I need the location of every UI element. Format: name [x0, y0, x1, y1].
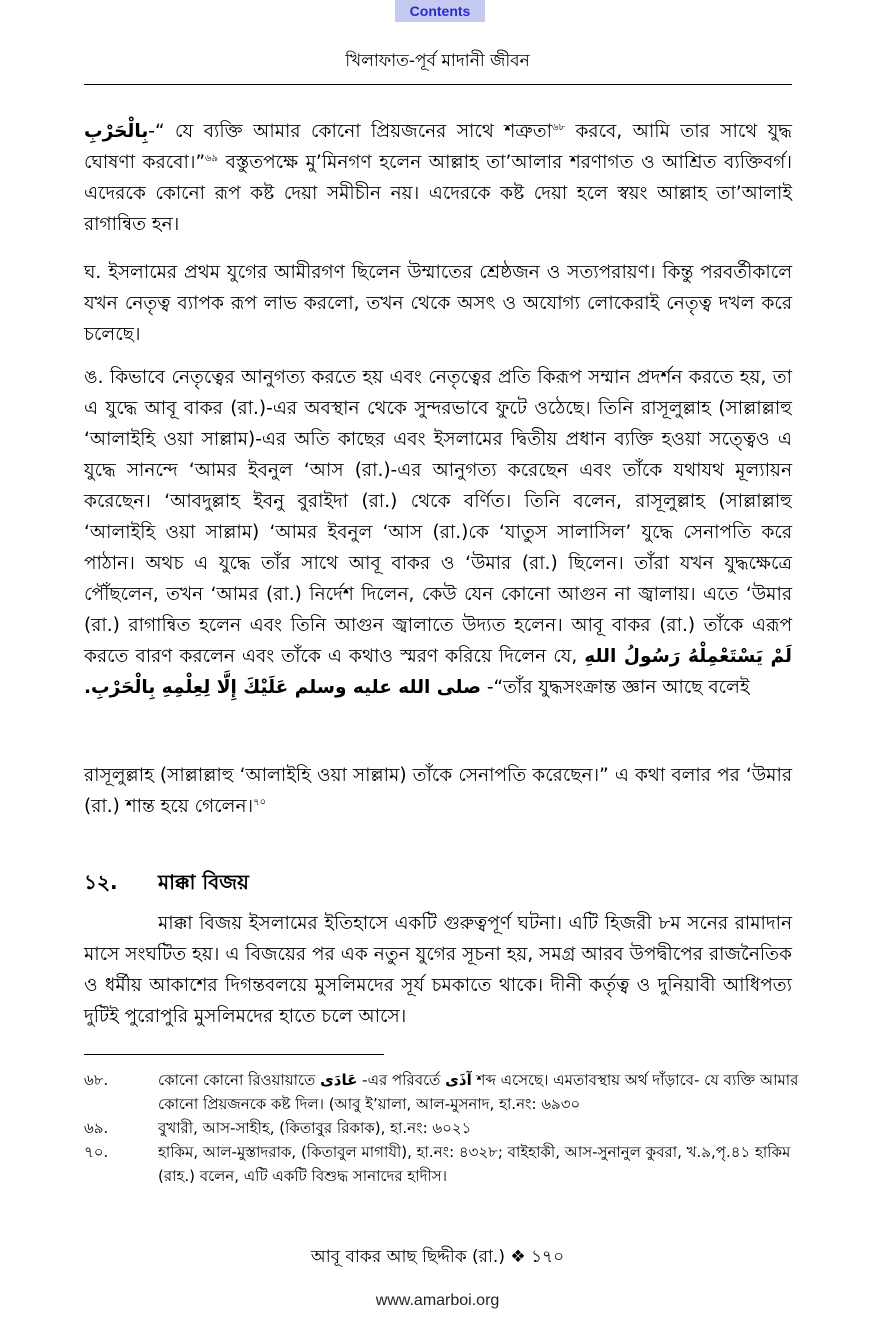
footnote-70: [84, 1140, 804, 1188]
paragraph-1-text-c: বস্তুতপক্ষে মু’মিনগণ হলেন আল্লাহ তা’আলার শরণাগত ও আশ্রিত ব্যক্তিবর্গ। এদেরকে কোনো রূপ কষ্ট দেয়া সমীচীন নয়। এদেরকে কষ্ট দেয়া হলে স্বয়ং আল্লাহ তা’আলাই রাগান্বিত হন।: [84, 152, 793, 235]
section-title: মাক্কা বিজয়: [158, 870, 249, 894]
footnote-text-b: -এর পরিবর্তে: [357, 1071, 446, 1089]
footnote-text: [158, 1068, 804, 1116]
section-heading: [84, 868, 249, 901]
arabic-word: عَادَى: [320, 1071, 358, 1089]
footnote-ref-68[interactable]: ৬৮: [552, 121, 565, 133]
footnote-number: ৬৯.: [84, 1119, 109, 1137]
footnote-ref-70[interactable]: ৭০: [253, 796, 267, 808]
section-body: মাক্কা বিজয় ইসলামের ইতিহাসে একটি গুরুত্বপূর্ণ ঘটনা। এটি হিজরী ৮ম সনের রামাদান মাসে সংঘটিত হয়। এ বিজয়ের পর এক নতুন যুগের সূচনা হয়, সমগ্র আরব উপদ্বীপের রাজনৈতিক ও ধর্মীয় আকাশের দিগন্তবলয়ে মুসলিমদের সূর্য চমকাতে থাকে। দীনী কর্তৃত্ব ও দুনিয়াবী আধিপত্য দুটিই পুরোপুরি মুসলিমদের হাতে চলে আসে।: [84, 913, 792, 1027]
footnote-number: ৬৮.: [84, 1071, 109, 1089]
paragraph-4-text: রাসূলুল্লাহ (সাল্লাল্লাহু ‘আলাইহি ওয়া সাল্লাম) তাঁকে সেনাপতি করেছেন।” এ কথা বলার পর ‘উমার (রা.) শান্ত হয়ে গেলেন।: [84, 765, 792, 817]
page-footer: আবূ বাকর আছ ছিদ্দীক (রা.) ❖ ১৭০: [310, 1247, 565, 1267]
arabic-word: آذَى: [445, 1071, 472, 1089]
footnotes: [84, 1068, 804, 1188]
paragraph-1-text-a: -“ যে ব্যক্তি আমার কোনো প্রিয়জনের সাথে শত্রুতা: [148, 121, 552, 142]
footnote-68: [84, 1068, 804, 1116]
footnote-text: হাকিম, আল-মুস্তাদরাক, (কিতাবুল মাগাযী), হা.নং: ৪৩২৮; বাইহাকী, আস-সুনানুল কুবরা, খ.৯,পৃ.৪১ হাকিম (রাহ.) বলেন, এটি একটি বিশুদ্ধ সানাদের হাদীস।: [158, 1143, 791, 1185]
paragraph-4: [84, 760, 792, 822]
footnote-text-a: কোনো কোনো রিওয়ায়াতে: [158, 1071, 321, 1089]
footnote-text: বুখারী, আস-সাহীহ, (কিতাবুর রিকাক), হা.নং: ৬০২১: [158, 1119, 472, 1137]
footnote-number: ৭০.: [84, 1143, 109, 1161]
footnote-divider: [84, 1054, 384, 1055]
section-number: ১২.: [84, 870, 118, 894]
running-header: খিলাফাত-পূর্ব মাদানী জীবন: [345, 51, 530, 71]
paragraph-1-text-b: করবে, আমি তার সাথে যুদ্ধ ঘোষণা করবো।”: [84, 121, 792, 173]
header-divider: [84, 84, 792, 85]
paragraph-1: [84, 116, 792, 240]
arabic-phrase: بِالْحَرْبِ: [84, 121, 149, 142]
footnote-text-c: শব্দ এসেছে। এমতাবস্থায় অর্থ দাঁড়াবে- যে ব্যক্তি আমার কোনো প্রিয়জনকে কষ্ট দিল। (আবু ই’য়ালা, আল-মুসনাদ, হা.নং: ৬৯৩০: [158, 1071, 799, 1113]
footnote-ref-69[interactable]: ৬৯: [205, 152, 219, 164]
paragraph-3: [84, 362, 792, 703]
paragraph-3-text-a: ঙ. কিভাবে নেতৃত্বের আনুগত্য করতে হয় এবং নেতৃত্বের প্রতি কিরূপ সম্মান প্রদর্শন করতে হয়, তা এ যুদ্ধে আবূ বাকর (রা.)-এর অবস্থান থেকে সুন্দরভাবে ফুটে ওঠেছে। তিনি রাসূলুল্লাহ (সাল্লাল্লাহু ‘আলাইহি ওয়া সাল্লাম)-এর অতি কাছের এবং ইসলামের দ্বিতীয় প্রধান ব্যক্তি হওয়া সত্ত্বেও এ যুদ্ধে সানন্দে ‘আমর ইবনুল ‘আস (রা.)-এর আনুগত্য করেছেন এবং তাঁকে যথাযথ মূল্যায়ন করেছেন। ‘আবদুল্লাহ ইবনু বুরাইদা (রা.) থেকে বর্ণিত। তিনি বলেন, রাসূলুল্লাহ (সাল্লাল্লাহু ‘আলাইহি ওয়া সাল্লাম) ‘আমর ইবনুল ‘আস (রা.)কে ‘যাতুস সালাসিল’ যুদ্ধে সেনাপতি করে পাঠান। অথচ এ যুদ্ধে তাঁর সাথে আবূ বাকর ও ‘উমার (রা.) ছিলেন। তাঁরা যখন যুদ্ধক্ষেত্রে পৌঁছলেন, তখন ‘আমর (রা.) নির্দেশ দিলেন, কেউ যেন কোনো আগুন না জ্বালায়। এতে ‘উমার (রা.) রাগান্বিত হলেন এবং তিনি আগুন জ্বালাতে উদ্যত হলেন। আবূ বাকর (রা.) তাঁকে এরূপ করতে বারণ করলেন এবং তাঁকে এ কথাও স্মরণ করিয়ে দিলেন যে,: [84, 367, 792, 667]
paragraph-3-text-b: -“তাঁর যুদ্ধসংক্রান্ত জ্ঞান আছে বলেই: [486, 677, 750, 698]
arabic-quote: لَمْ يَسْتَعْمِلْهُ رَسُولُ اللهِ صلى الله عليه وسلم عَلَيْكَ إِلَّا لِعِلْمِهِ بِالْحَرْبِ.: [84, 646, 792, 698]
footnote-69: [84, 1116, 804, 1140]
paragraph-2: ঘ. ইসলামের প্রথম যুগের আমীরগণ ছিলেন উম্মাতের শ্রেষ্ঠজন ও সত্যপরায়ণ। কিন্তু পরবর্তীকালে যখন নেতৃত্ব ব্যাপক রূপ লাভ করলো, তখন থেকে অসৎ ও অযোগ্য লোকেরাই নেতৃত্ব দখল করে চলেছে।: [84, 262, 792, 345]
contents-button[interactable]: Contents: [395, 0, 485, 22]
site-url[interactable]: www.amarboi.org: [375, 1292, 500, 1309]
